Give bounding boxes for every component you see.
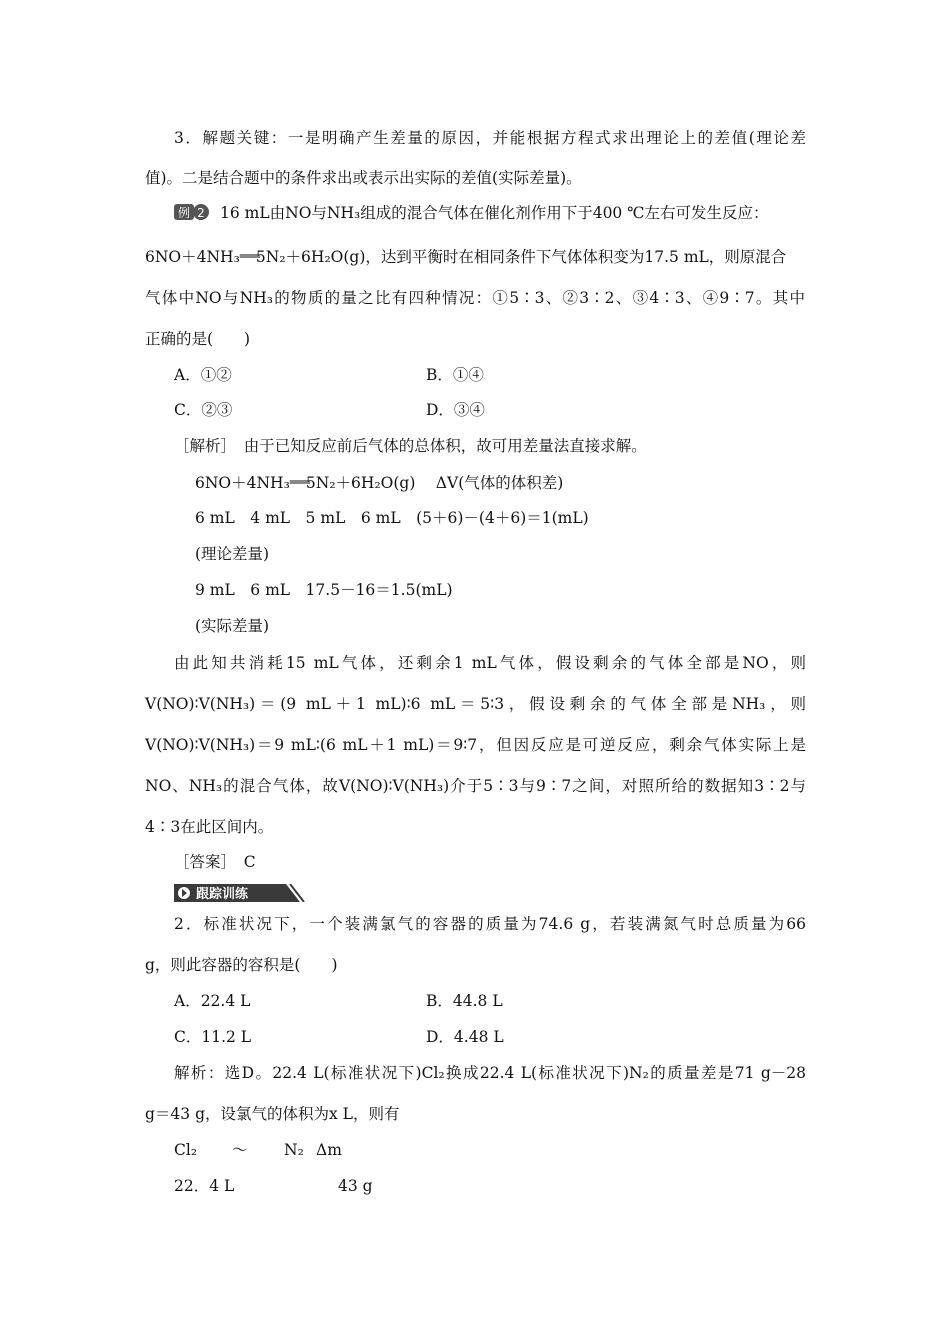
example-equation-line (145, 246, 786, 267)
option-d: D．③④ (426, 401, 485, 419)
equation-reactants: 6NO＋4NH₃ (145, 248, 240, 266)
analysis-paragraph-line-1: 由此知共消耗15 mL气体，还剩余1 mL气体，假设剩余的气体全部是NO，则 (174, 654, 806, 672)
practice-option-c: C．11.2 L (174, 1028, 252, 1046)
relation-delta-m: Δm (316, 1141, 342, 1159)
actual-diff-label: (实际差量) (195, 617, 270, 635)
relation-n2: N₂ (284, 1141, 304, 1159)
practice-tag-banner (174, 884, 306, 902)
analysis-paragraph-line-5: 4∶3在此区间内。 (145, 818, 274, 836)
equation-products: 5N₂＋6H₂O(g)，达到平衡时在相同条件下气体体积变为17.5 mL，则原混合 (255, 248, 787, 266)
svg-text:例: 例 (177, 206, 191, 220)
analysis-paragraph-line-3: V(NO)∶V(NH₃)＝9 mL∶(6 mL＋1 mL)＝9∶7，但因反应是可逆反应，剩余气体实际上是 (145, 736, 806, 754)
practice-option-d: D．4.48 L (426, 1028, 504, 1046)
practice-tag-label: 跟踪训练 (196, 887, 249, 902)
relation-cl2: Cl₂ (174, 1141, 198, 1159)
analysis-paragraph-line-4: NO、NH₃的混合气体，故V(NO)∶V(NH₃)介于5∶3与9∶7之间，对照所给的数据知3∶2与 (145, 777, 806, 795)
example-question-line-3: 气体中NO与NH₃的物质的量之比有四种情况：①5∶3、②3∶2、③4∶3、④9∶7。其中 (145, 289, 805, 307)
key-point-line-1: 3．解题关键：一是明确产生差量的原因，并能根据方程式求出理论上的差值(理论差 (174, 129, 806, 147)
svg-text:2: 2 (197, 206, 205, 220)
relation-tilde: ～ (232, 1141, 248, 1159)
example-badge-icon (174, 203, 210, 221)
value-volume: 22．4 L (174, 1177, 235, 1195)
analysis-equation-reactants: 6NO＋4NH₃ (195, 474, 290, 492)
practice-solution-line-2: g＝43 g，设氯气的体积为x L，则有 (145, 1105, 400, 1123)
reversible-arrow-icon: ═════ (289, 475, 306, 489)
example-question-line-1 (174, 203, 769, 223)
example-question-line-4: 正确的是( ) (145, 330, 251, 348)
option-b: B．①④ (426, 366, 484, 384)
option-c: C．②③ (174, 401, 233, 419)
reversible-arrow-icon: ═════ (239, 249, 256, 263)
key-point-line-2: 值)。二是结合题中的条件求出或表示出实际的差值(实际差量)。 (145, 169, 582, 187)
actual-values-row: 9 mL 6 mL 17.5－16＝1.5(mL) (195, 581, 453, 599)
practice-question-line-2: g，则此容器的容积是( ) (145, 956, 338, 974)
analysis-equation-products: 5N₂＋6H₂O(g) ΔV(气体的体积差) (305, 474, 564, 492)
theory-diff-label: (理论差量) (195, 545, 270, 563)
practice-option-b: B．44.8 L (426, 992, 503, 1010)
example-question-text: 16 mL由NO与NH₃组成的混合气体在催化剂作用下于400 ℃左右可发生反应： (220, 204, 769, 222)
practice-solution-line-1: 解析：选D。22.4 L(标准状况下)Cl₂换成22.4 L(标准状况下)N₂的质量差是71 g－28 (174, 1064, 806, 1082)
analysis-equation (195, 472, 563, 493)
value-mass-diff: 43 g (338, 1177, 373, 1195)
analysis-intro: ［解析］ 由于已知反应前后气体的总体积，故可用差量法直接求解。 (174, 437, 647, 455)
option-a: A．①② (174, 366, 232, 384)
practice-option-a: A．22.4 L (174, 992, 251, 1010)
practice-question-line-1: 2．标准状况下，一个装满氯气的容器的质量为74.6 g，若装满氮气时总质量为66 (174, 915, 806, 933)
analysis-paragraph-line-2: V(NO)∶V(NH₃)＝(9 mL＋1 mL)∶6 mL＝5∶3，假设剩余的气体全部是NH₃，则 (145, 695, 806, 713)
theory-values-row: 6 mL 4 mL 5 mL 6 mL (5＋6)－(4＋6)＝1(mL) (195, 509, 589, 527)
answer-line: ［答案］ C (174, 853, 256, 871)
